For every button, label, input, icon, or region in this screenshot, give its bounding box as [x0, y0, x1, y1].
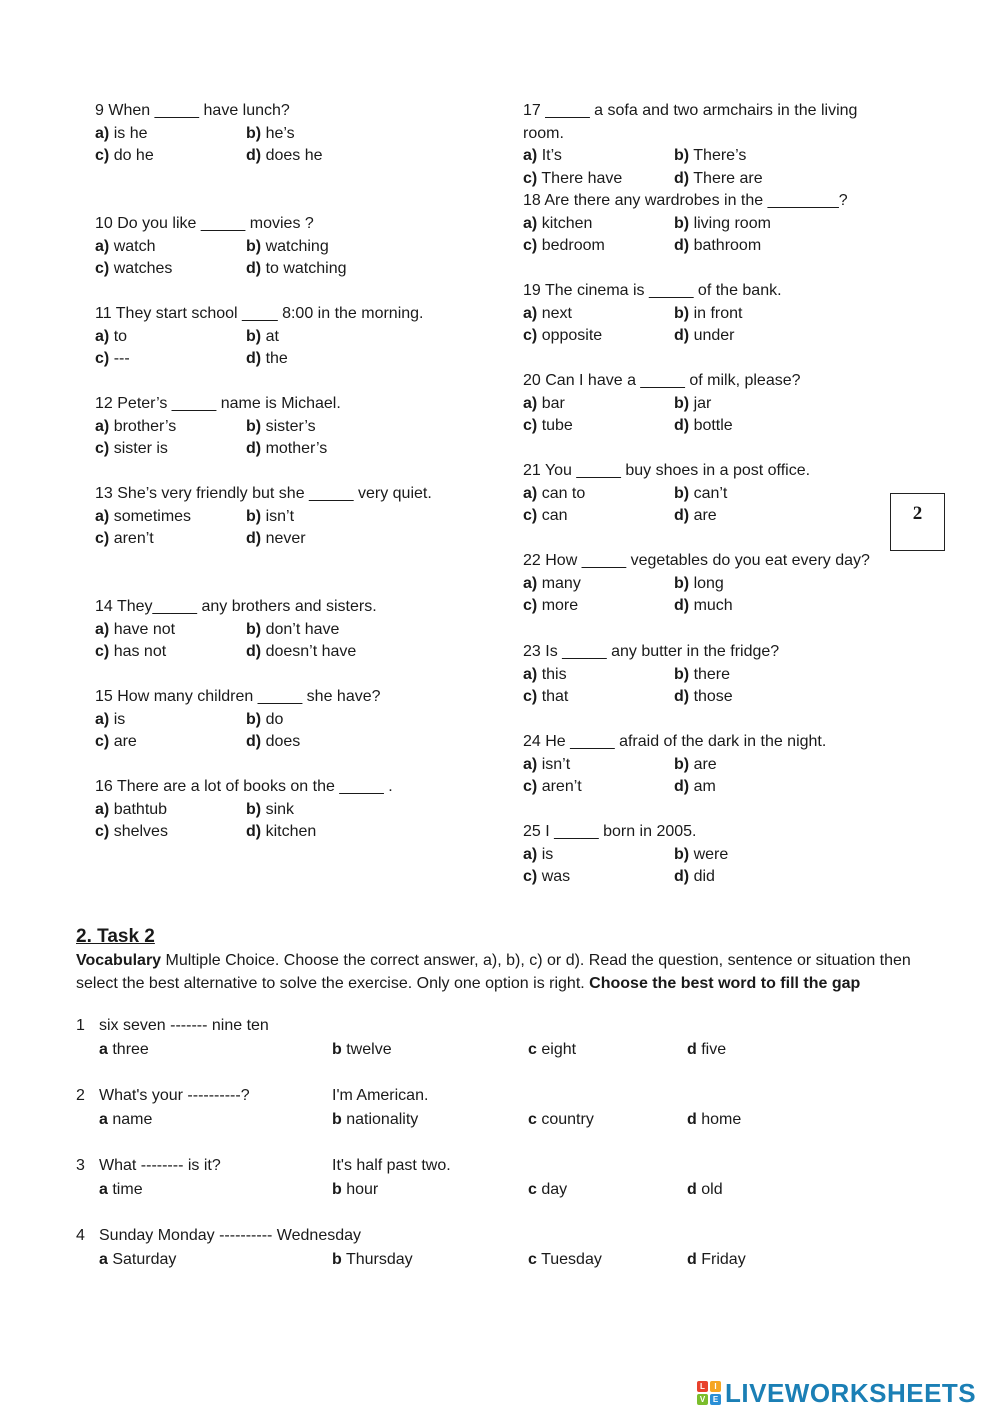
option-d[interactable]: d old — [687, 1181, 723, 1198]
question-stem: 17 _____ a sofa and two armchairs in the living — [523, 102, 858, 119]
option-letter[interactable]: b) — [674, 304, 690, 322]
option-letter[interactable]: b) — [674, 665, 690, 683]
option-text[interactable]: living room — [693, 214, 771, 232]
item-stem: Sunday Monday ---------- Wednesday — [99, 1227, 362, 1244]
option-c[interactable]: c eight — [528, 1041, 577, 1058]
option-text[interactable]: mother’s — [265, 440, 328, 458]
question-19 — [523, 280, 782, 348]
option-text[interactable]: bathtub — [113, 800, 168, 818]
question-stem: 16 There are a lot of books on the _____ . — [95, 778, 393, 795]
option-text[interactable]: have not — [113, 620, 176, 638]
option-text[interactable]: he’s — [265, 124, 295, 142]
option-text[interactable]: watching — [265, 237, 329, 255]
option-letter[interactable]: a) — [95, 620, 110, 638]
option-letter[interactable]: b) — [246, 710, 262, 728]
option-letter[interactable]: c) — [523, 327, 538, 345]
item-stem: six seven ------- nine ten — [99, 1017, 269, 1034]
question-25 — [523, 821, 728, 889]
option-letter[interactable]: c) — [523, 169, 538, 187]
option-letter[interactable]: a) — [95, 327, 110, 345]
option-letter[interactable]: b) — [246, 327, 262, 345]
option-text[interactable]: can — [541, 507, 568, 525]
question-stem: 22 How _____ vegetables do you eat every day? — [523, 552, 870, 569]
option-text[interactable]: jar — [693, 394, 712, 412]
option-text[interactable]: There have — [541, 169, 623, 187]
option-letter[interactable]: d) — [246, 350, 262, 368]
option-text[interactable]: the — [265, 350, 288, 368]
option-b[interactable]: b Thursday — [332, 1251, 413, 1268]
option-letter[interactable]: d) — [246, 147, 262, 165]
option-text[interactable]: aren’t — [113, 530, 154, 548]
option-letter[interactable]: a) — [523, 304, 538, 322]
option-text[interactable]: There are — [693, 169, 763, 187]
option-letter[interactable]: d) — [674, 868, 690, 886]
option-text[interactable]: isn’t — [541, 755, 571, 773]
option-letter[interactable]: b) — [246, 620, 262, 638]
question-stem: 23 Is _____ any butter in the fridge? — [523, 643, 780, 660]
option-text[interactable]: more — [541, 597, 579, 615]
option-letter[interactable]: d) — [674, 237, 690, 255]
question-stem: 15 How many children _____ she have? — [95, 688, 381, 705]
option-letter[interactable]: b) — [674, 214, 690, 232]
option-text[interactable]: are — [693, 507, 717, 525]
logo-text: LIVEWORKSHEETS — [725, 1377, 977, 1408]
question-12 — [95, 393, 341, 461]
option-text[interactable]: is — [541, 845, 554, 863]
option-text[interactable]: kitchen — [541, 214, 593, 232]
item-number: 4 — [76, 1227, 85, 1244]
option-a[interactable]: a name — [99, 1111, 153, 1128]
option-letter[interactable]: c) — [523, 237, 538, 255]
option-text[interactable]: brother’s — [113, 417, 177, 435]
option-text[interactable]: this — [541, 665, 567, 683]
item-number: 3 — [76, 1157, 85, 1174]
option-text[interactable]: at — [265, 327, 279, 345]
question-13 — [95, 483, 432, 551]
option-text[interactable]: are — [113, 733, 137, 751]
question-23 — [523, 641, 779, 709]
option-letter[interactable]: b) — [674, 755, 690, 773]
item-number: 1 — [76, 1017, 85, 1034]
option-letter[interactable]: a) — [95, 124, 110, 142]
option-c[interactable]: c country — [528, 1111, 594, 1128]
option-letter[interactable]: c) — [95, 530, 110, 548]
question-stem: 20 Can I have a _____ of milk, please? — [523, 372, 801, 389]
option-letter[interactable]: a) — [523, 665, 538, 683]
item-stem: What -------- is it? — [99, 1157, 221, 1174]
option-letter[interactable]: d) — [674, 327, 690, 345]
option-letter[interactable]: d) — [674, 688, 690, 706]
item-answer: I'm American. — [332, 1087, 429, 1104]
option-text[interactable]: kitchen — [265, 823, 317, 841]
option-text[interactable]: can’t — [693, 484, 728, 502]
task-2-instructions — [76, 949, 936, 995]
option-letter[interactable]: b) — [674, 574, 690, 592]
option-letter[interactable]: a) — [523, 214, 538, 232]
question-stem: 10 Do you like _____ movies ? — [95, 215, 314, 232]
option-text[interactable]: --- — [113, 350, 130, 368]
question-stem-continued: room. — [523, 124, 564, 142]
option-letter[interactable]: c) — [95, 147, 110, 165]
option-letter[interactable]: d) — [674, 417, 690, 435]
option-text[interactable]: sister is — [113, 440, 168, 458]
question-24 — [523, 731, 826, 799]
option-text[interactable]: are — [693, 755, 717, 773]
option-c[interactable]: c Tuesday — [528, 1251, 602, 1268]
option-letter[interactable]: c) — [523, 597, 538, 615]
instructions-heading: Vocabulary — [76, 952, 162, 969]
option-letter[interactable]: d) — [246, 440, 262, 458]
question-17 — [523, 100, 857, 190]
option-text[interactable]: sometimes — [113, 507, 192, 525]
option-letter[interactable]: d) — [674, 597, 690, 615]
option-letter[interactable]: a) — [523, 147, 538, 165]
question-stem: 12 Peter’s _____ name is Michael. — [95, 395, 341, 412]
option-text[interactable]: was — [541, 868, 571, 886]
option-letter[interactable]: c) — [523, 778, 538, 796]
option-text[interactable]: can to — [541, 484, 586, 502]
option-letter[interactable]: a) — [95, 800, 110, 818]
option-letter[interactable]: b) — [246, 237, 262, 255]
option-d[interactable]: d Friday — [687, 1251, 746, 1268]
option-text[interactable]: never — [265, 530, 306, 548]
question-stem: 19 The cinema is _____ of the bank. — [523, 282, 782, 299]
option-text[interactable]: those — [693, 688, 733, 706]
option-text[interactable]: am — [693, 778, 716, 796]
task-2-title: 2. Task 2 — [76, 926, 155, 947]
score-box: 2 — [890, 493, 945, 551]
option-letter[interactable]: a) — [95, 710, 110, 728]
option-letter[interactable]: c) — [95, 823, 110, 841]
option-letter[interactable]: d) — [246, 823, 262, 841]
option-c[interactable]: c day — [528, 1181, 568, 1198]
option-text[interactable]: many — [541, 574, 581, 592]
option-text[interactable]: that — [541, 688, 569, 706]
option-letter[interactable]: b) — [674, 147, 690, 165]
question-9 — [95, 100, 323, 168]
option-letter[interactable]: a) — [95, 417, 110, 435]
question-22 — [523, 550, 870, 618]
question-14 — [95, 596, 377, 664]
option-text[interactable]: sink — [265, 800, 295, 818]
option-text[interactable]: does he — [265, 147, 323, 165]
option-letter[interactable]: a) — [95, 507, 110, 525]
option-letter[interactable]: b) — [246, 507, 262, 525]
option-text[interactable]: did — [693, 868, 715, 886]
option-letter[interactable]: c) — [95, 733, 110, 751]
question-16 — [95, 776, 393, 844]
question-stem: 25 I _____ born in 2005. — [523, 823, 697, 840]
option-text[interactable]: bathroom — [693, 237, 762, 255]
option-b[interactable]: b hour — [332, 1181, 379, 1198]
question-stem: 9 When _____ have lunch? — [95, 102, 290, 119]
option-letter[interactable]: b) — [674, 394, 690, 412]
option-text[interactable]: bedroom — [541, 237, 605, 255]
option-text[interactable]: were — [693, 845, 729, 863]
option-text[interactable]: is — [113, 710, 126, 728]
option-letter[interactable]: b) — [246, 124, 262, 142]
option-b[interactable]: b nationality — [332, 1111, 419, 1128]
option-text[interactable]: long — [693, 574, 724, 592]
question-15 — [95, 686, 381, 754]
liveworksheets-logo[interactable] — [697, 1377, 976, 1409]
question-stem: 18 Are there any wardrobes in the ________? — [523, 192, 848, 209]
logo-icon: L I V E — [697, 1381, 721, 1405]
question-stem: 24 He _____ afraid of the dark in the night. — [523, 733, 827, 750]
option-letter[interactable]: c) — [95, 260, 110, 278]
option-text[interactable]: shelves — [113, 823, 168, 841]
option-text[interactable]: sister’s — [265, 417, 316, 435]
option-a[interactable]: a time — [99, 1181, 143, 1198]
option-text[interactable]: tube — [541, 417, 573, 435]
question-stem: 11 They start school ____ 8:00 in the morning. — [95, 305, 424, 322]
question-21 — [523, 460, 810, 528]
option-d[interactable]: d five — [687, 1041, 727, 1058]
option-letter[interactable]: b) — [246, 417, 262, 435]
option-letter[interactable]: c) — [95, 643, 110, 661]
option-text[interactable]: under — [693, 327, 735, 345]
option-text[interactable]: do — [265, 710, 284, 728]
option-text[interactable]: It’s — [541, 147, 562, 165]
option-letter[interactable]: b) — [674, 484, 690, 502]
option-text[interactable]: isn’t — [265, 507, 295, 525]
option-letter[interactable]: b) — [674, 845, 690, 863]
option-letter[interactable]: d) — [246, 643, 262, 661]
option-letter[interactable]: d) — [246, 260, 262, 278]
option-text[interactable]: in front — [693, 304, 743, 322]
option-letter[interactable]: d) — [246, 733, 262, 751]
option-text[interactable]: there — [693, 665, 731, 683]
option-letter[interactable]: b) — [246, 800, 262, 818]
option-text[interactable]: watches — [113, 260, 173, 278]
option-letter[interactable]: d) — [246, 530, 262, 548]
option-letter[interactable]: a) — [523, 484, 538, 502]
option-letter[interactable]: d) — [674, 507, 690, 525]
option-text[interactable]: aren’t — [541, 778, 582, 796]
question-stem: 14 They_____ any brothers and sisters. — [95, 598, 377, 615]
question-18 — [523, 190, 848, 258]
question-11 — [95, 303, 424, 371]
option-letter[interactable]: d) — [674, 778, 690, 796]
option-text[interactable]: has not — [113, 643, 167, 661]
option-text[interactable]: to watching — [265, 260, 347, 278]
option-letter[interactable]: a) — [523, 574, 538, 592]
option-letter[interactable]: a) — [523, 755, 538, 773]
option-letter[interactable]: a) — [523, 394, 538, 412]
option-text[interactable]: does — [265, 733, 301, 751]
question-stem: 21 You _____ buy shoes in a post office. — [523, 462, 811, 479]
item-stem: What's your ----------? — [99, 1087, 250, 1104]
question-20 — [523, 370, 801, 438]
option-a[interactable]: a Saturday — [99, 1251, 177, 1268]
option-letter[interactable]: c) — [523, 688, 538, 706]
option-letter[interactable]: c) — [523, 417, 538, 435]
option-letter[interactable]: d) — [674, 169, 690, 187]
option-text[interactable]: doesn’t have — [265, 643, 357, 661]
option-text[interactable]: much — [693, 597, 733, 615]
instructions-text: Multiple Choice. Choose the correct answer, a), b), c) or d). Read the question, sentence or situation then select the best alternative to solve the exercise. Only one option is right. — [76, 952, 911, 992]
option-b[interactable]: b twelve — [332, 1041, 392, 1058]
option-text[interactable]: bottle — [693, 417, 733, 435]
item-number: 2 — [76, 1087, 85, 1104]
option-letter[interactable]: a) — [523, 845, 538, 863]
option-d[interactable]: d home — [687, 1111, 742, 1128]
option-letter[interactable]: c) — [523, 868, 538, 886]
instructions-emphasis: Choose the best word to fill the gap — [589, 975, 861, 992]
option-text[interactable]: is he — [113, 124, 148, 142]
option-letter[interactable]: c) — [95, 350, 110, 368]
option-text[interactable]: do he — [113, 147, 154, 165]
option-text[interactable]: There’s — [693, 147, 747, 165]
question-10 — [95, 213, 347, 281]
option-letter[interactable]: c) — [523, 507, 538, 525]
option-text[interactable]: to — [113, 327, 128, 345]
question-stem: 13 She’s very friendly but she _____ very quiet. — [95, 485, 432, 502]
item-answer: It's half past two. — [332, 1157, 451, 1174]
option-letter[interactable]: c) — [95, 440, 110, 458]
option-text[interactable]: watch — [113, 237, 156, 255]
option-letter[interactable]: a) — [95, 237, 110, 255]
option-text[interactable]: opposite — [541, 327, 603, 345]
option-text[interactable]: bar — [541, 394, 565, 412]
option-text[interactable]: next — [541, 304, 572, 322]
option-text[interactable]: don’t have — [265, 620, 340, 638]
option-a[interactable]: a three — [99, 1041, 149, 1058]
